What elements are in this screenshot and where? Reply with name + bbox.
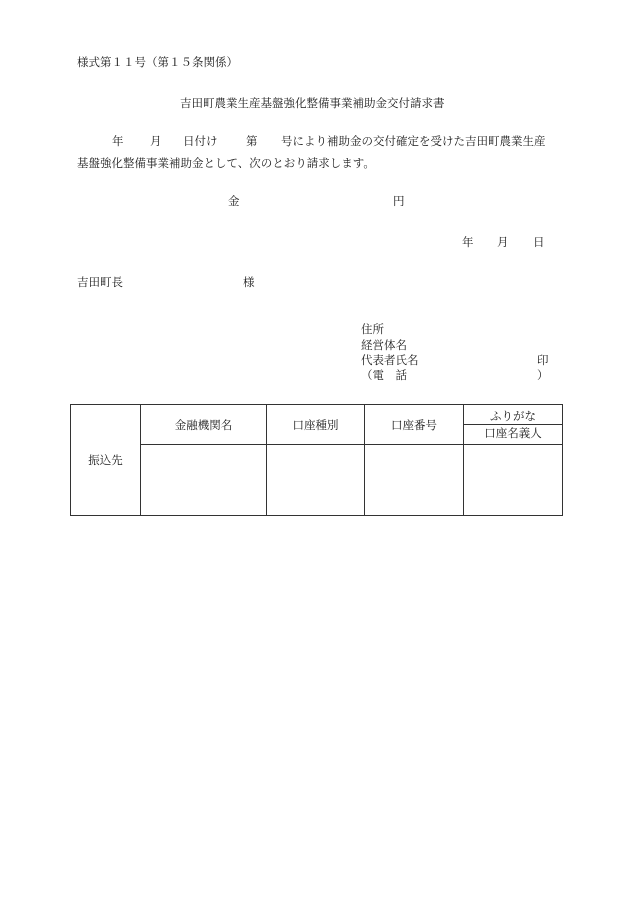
- body-line2: 基盤強化整備事業補助金として、次のとおり請求します。: [77, 156, 375, 170]
- body-month: 月: [150, 134, 162, 148]
- transfer-row-label: 振込先: [71, 405, 141, 516]
- amount-yen: 円: [393, 194, 405, 208]
- header-account-number: 口座番号: [365, 405, 464, 445]
- applicant-representative-label: 代表者氏名: [361, 353, 419, 367]
- applicant-phone-close: ）: [537, 368, 549, 382]
- header-account-type: 口座種別: [267, 405, 365, 445]
- body-year: 年: [112, 134, 124, 148]
- applicant-address-label: 住所: [361, 322, 384, 336]
- form-number: 様式第１１号（第１５条関係）: [77, 55, 238, 69]
- transfer-table: [70, 404, 563, 516]
- addressee-sama: 様: [243, 275, 255, 289]
- document-title: 吉田町農業生産基盤強化整備事業補助金交付請求書: [180, 96, 445, 110]
- seal-mark: 印: [537, 353, 549, 367]
- header-bank-name: 金融機関名: [141, 405, 267, 445]
- date-month: 月: [497, 235, 509, 249]
- header-account-holder: 口座名義人: [464, 424, 562, 441]
- amount-kin: 金: [228, 194, 240, 208]
- body-line1-rest: 号により補助金の交付確定を受けた吉田町農業生産: [281, 134, 546, 148]
- account-type-cell[interactable]: [267, 445, 365, 516]
- date-year: 年: [462, 235, 474, 249]
- account-holder-cell[interactable]: [464, 445, 563, 516]
- account-number-cell[interactable]: [365, 445, 464, 516]
- header-holder-cell: [464, 405, 563, 445]
- header-furigana: ふりがな: [490, 409, 536, 423]
- body-dai: 第: [246, 134, 258, 148]
- applicant-phone-label: （電 話: [361, 368, 407, 382]
- bank-name-cell[interactable]: [141, 445, 267, 516]
- applicant-business-name-label: 経営体名: [361, 338, 407, 352]
- body-day-dated: 日付け: [183, 134, 218, 148]
- addressee-name: 吉田町長: [77, 275, 123, 289]
- date-day: 日: [533, 235, 545, 249]
